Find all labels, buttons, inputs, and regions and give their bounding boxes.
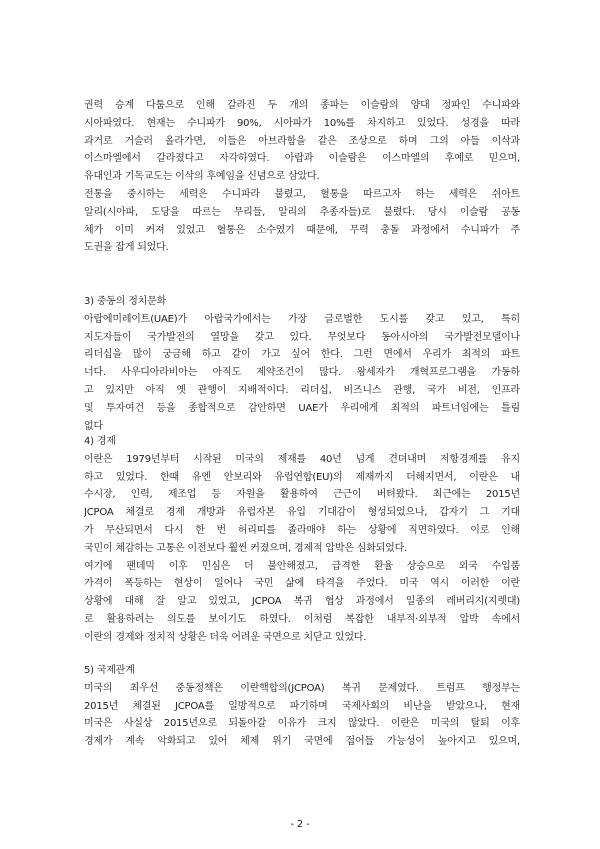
body-line: 미국의 최우선 중동정책은 이란핵합의(JCPOA) 복귀 문제였다. 트럼프 행정부는 — [84, 682, 520, 694]
body-line: 가 무산되면서 다시 한 번 허리띠를 졸라매야 하는 상황에 직면하였다. 이로 인해 — [84, 524, 520, 536]
body-line: 권력 승계 다툼으로 인해 갈라진 두 개의 종파는 이슬람의 양대 정파인 수니파와 — [84, 100, 520, 111]
body-line: 로 활용하려는 의도를 보이기도 하였다. 이처럼 복잡한 내부적·외부적 압박 속에서 — [84, 613, 520, 625]
body-line: 알리(시아파, 도당을 따르는 무리들, 알리의 추종자들)로 불렸다. 당시 이슬람 공동 — [84, 206, 520, 218]
body-line: 상황에 대해 잘 알고 있었고, JCPOA 복귀 협상 과정에서 일종의 레버리지(지렛대) — [84, 596, 520, 608]
body-line: 전통을 중시하는 세력은 수니파라 불렸고, 혈통을 따르고자 하는 세력은 쉬아트 — [84, 188, 520, 200]
body-line: 없다 — [84, 420, 103, 432]
body-line: 하고 있었다. 한때 유엔 안보리와 유럽연합(EU)의 제재까지 더해지면서, 이란은 내 — [84, 471, 520, 483]
body-line: 이란은 1979년부터 시작된 미국의 제재를 40년 넘게 견뎌내며 저항경제를 유지 — [84, 453, 520, 465]
body-line: 경제가 계속 악화되고 있어 체제 위기 국면에 접어들 가능성이 높아지고 있으며, — [84, 736, 520, 748]
body-line: 및 투자여건 등을 종합적으로 감안하면 UAE가 우리에게 최적의 파트너임에는 틀림 — [84, 402, 520, 414]
body-line: 이란의 경제와 정치적 상황은 더욱 어려운 국면으로 치닫고 있었다. — [84, 631, 367, 643]
body-line: 시아파였다. 현재는 수니파가 90%, 시아파가 10%를 차지하고 있었다. 성경을 따라 — [84, 117, 520, 129]
body-line: 너다. 사우디아라비아는 아직도 제약조건이 많다. 왕세자가 개혁프로그램을 가동하 — [84, 367, 520, 379]
body-line: 국민이 체감하는 고통은 이전보다 훨씬 커졌으며, 경제적 압박은 심화되었다. — [84, 542, 408, 554]
section-heading: 4) 경제 — [84, 436, 116, 447]
section-economy — [84, 433, 520, 647]
section-heading: 3) 중동의 정치문화 — [84, 296, 167, 307]
body-line: 아랍에미레이트(UAE)가 아랍국가에서는 가장 글로벌한 도시를 갖고 있고, 특히 — [84, 313, 520, 325]
intro-section — [84, 97, 520, 257]
section-political-culture — [84, 293, 520, 435]
body-line: 유대인과 기독교도는 이삭의 후예임을 신념으로 삼았다. — [84, 171, 320, 183]
body-line: 수시장, 인력, 제조업 등 자원을 활용하여 근근이 버텨왔다. 최근에는 2015년 — [84, 489, 520, 501]
body-line: 도권을 잡게 되었다. — [84, 242, 169, 254]
body-line: 이스마엘에서 갈라졌다고 자각하였다. 아랍과 이슬람은 이스마엘의 후예로 믿으며, — [84, 153, 520, 165]
body-line: 2015년 체결된 JCPOA를 일방적으로 파기하며 국제사회의 비난을 받았으나, 현재 — [84, 700, 520, 712]
section-heading: 5) 국제관계 — [84, 665, 135, 676]
body-line: 가격이 폭등하는 현상이 일어나 국민 삶에 타격을 주었다. 미국 역시 이러한 이란 — [84, 578, 520, 590]
body-line: 체가 이미 커져 있었고 혈통은 소수였기 때문에, 무력 충돌 과정에서 수니파가 주 — [84, 224, 520, 236]
body-line: JCPOA 체결로 경제 개방과 유럽자본 유입 기대감이 형성되었으나, 갑자기 그 기대 — [84, 507, 520, 519]
body-line: 미국은 사실상 2015년으로 되돌아갈 이유가 크지 않았다. 이란은 미국의 탈퇴 이후 — [84, 718, 520, 730]
body-line: 리더십을 많이 궁금해 하고 같이 가고 싶어 한다. 그런 면에서 우리가 최적의 파트 — [84, 349, 520, 361]
page-number: - 2 - — [290, 819, 310, 830]
body-line: 여기에 팬데믹 이후 민심은 더 불안해졌고, 급격한 환율 상승으로 외국 수입품 — [84, 560, 520, 572]
section-international-relations — [84, 662, 520, 751]
body-line: 지도자들이 국가발전의 열망을 갖고 있다. 무엇보다 동아시아의 국가발전모델이나 — [84, 331, 520, 343]
body-line: 고 있지만 아직 옛 관행이 지배적이다. 리더십, 비즈니스 관행, 국가 비전, 인프라 — [84, 384, 520, 396]
body-line: 과거로 거슬러 올라가면, 이들은 아브라함을 같은 조상으로 하며 그의 아들 이삭과 — [84, 135, 520, 147]
